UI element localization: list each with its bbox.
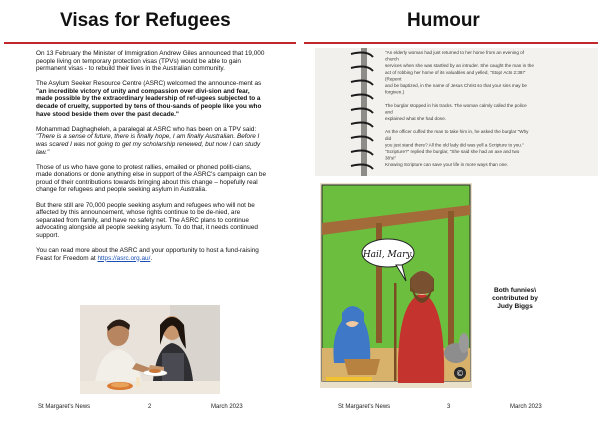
article-text: You can read more about the ASRC and your opportunity to host a fund-raising Feast for Freedom at	[36, 246, 259, 262]
page-title: Humour	[407, 10, 480, 31]
speech-bubble-text: Hail, Mary.	[362, 250, 414, 260]
article-paragraph	[36, 50, 268, 73]
credit-line: contributed by	[492, 295, 538, 303]
notebook-line: and	[385, 109, 393, 115]
notebook-joke-photo	[315, 48, 598, 176]
article-text: "There is a sense of future, there is finally hope, I am finally Australian. Before I was scared I was not going to get my scholarship renewed, but now I can study law."	[36, 133, 261, 156]
article-text: Mohammad Daghagheleh, a paralegal at ASRC who has been on a TPV said:	[36, 125, 257, 133]
footer-publication: St Margaret's News	[38, 404, 91, 410]
article-text: Those of us who have gone to protest rallies, emailed or phoned politi-cians, made donations or done anything else in support of the ASRC's campaign can be proud of their contributions towards bringing about this change – hopefully real change for refugees and people seeking asylum in Australia.	[36, 163, 267, 194]
notebook-line: Knowing Scripture can save your life in more ways than one.	[385, 162, 509, 168]
footer-publication: St Margaret's News	[338, 404, 391, 410]
footer-date: March 2023	[510, 404, 542, 410]
notebook-line: church	[385, 56, 399, 62]
credit-line: Judy Biggs	[497, 303, 533, 311]
svg-text:©: ©	[456, 369, 464, 378]
article-text: The Asylum Seeker Resource Centre (ASRC) welcomed the announce-ment as	[36, 80, 262, 88]
notebook-line: (Repent	[385, 76, 402, 82]
title-rule	[304, 42, 598, 44]
notebook-line: services when she was startled by an intruder. She caught the man in the	[385, 63, 534, 69]
footer-page-number: 3	[447, 404, 451, 410]
title-rule	[4, 42, 296, 44]
article-text: "an incredible victory of unity and compassion over divi-sion and fear, made possible by the extraordinary leadership of ref-ugees subjected to a decade of cruelty, supported by tens of thou-sands of people like you who have stood beside them over the past decade."	[36, 87, 262, 118]
article-paragraph	[36, 164, 268, 194]
article-text: On 13 February the Minister of Immigration Andrew Giles announced that 19,000 people living on temporary protection visas (TPVs) would be able to gain permanent visas - to rebuild their lives in the Australian community.	[36, 50, 265, 73]
contributor-credit	[480, 287, 550, 312]
notebook-line: The burglar stopped in his tracks. The woman calmly called the police	[385, 102, 527, 108]
article-paragraph	[36, 202, 268, 240]
right-page	[300, 0, 600, 424]
refugee-dinner-photo	[80, 305, 220, 394]
notebook-line: "Scripture?" replied the burglar, "She said she had an axe and two	[385, 149, 520, 154]
article-paragraph	[36, 80, 268, 118]
credit-line: Both funnies\	[493, 287, 537, 294]
hail-mary-cartoon	[320, 183, 472, 388]
article-text: But there still are 70,000 people seeking asylum and refugees who will not be affected by this announcement, whose rights continue to be de-nied, are separated from family, and have no safety net. The ASRC plans to continue advocating alongside all people seeking asylum. To do that, it needs continued support.	[36, 201, 258, 239]
notebook-line: forgiven.)	[385, 89, 405, 95]
article-body	[36, 50, 268, 270]
asrc-link[interactable]: https://asrc.org.au/	[97, 254, 151, 262]
notebook-line: explained what she had done.	[385, 116, 447, 121]
footer-date: March 2023	[211, 404, 243, 410]
notebook-line: "An elderly woman had just returned to her home from an evening of	[385, 50, 525, 55]
footer-page-number: 2	[148, 404, 152, 410]
article-paragraph	[36, 247, 268, 262]
notebook-line: you just stand there? All the old lady did was yell a Scripture to you."	[385, 142, 524, 148]
article-text: .	[150, 254, 153, 262]
page-title: Visas for Refugees	[60, 10, 231, 31]
notebook-line: did	[385, 135, 392, 141]
notebook-line: As the officer cuffed the man to take him in, he asked the burglar "Why	[385, 129, 529, 135]
notebook-line: act of robbing her home of its valuables and yelled, "Stop! Acts 2:38!"	[385, 69, 526, 75]
notebook-line: and be baptized, in the name of Jesus Christ so that your sins may be	[385, 83, 527, 88]
article-paragraph	[36, 126, 268, 156]
notebook-line: 38's!"	[385, 155, 397, 161]
